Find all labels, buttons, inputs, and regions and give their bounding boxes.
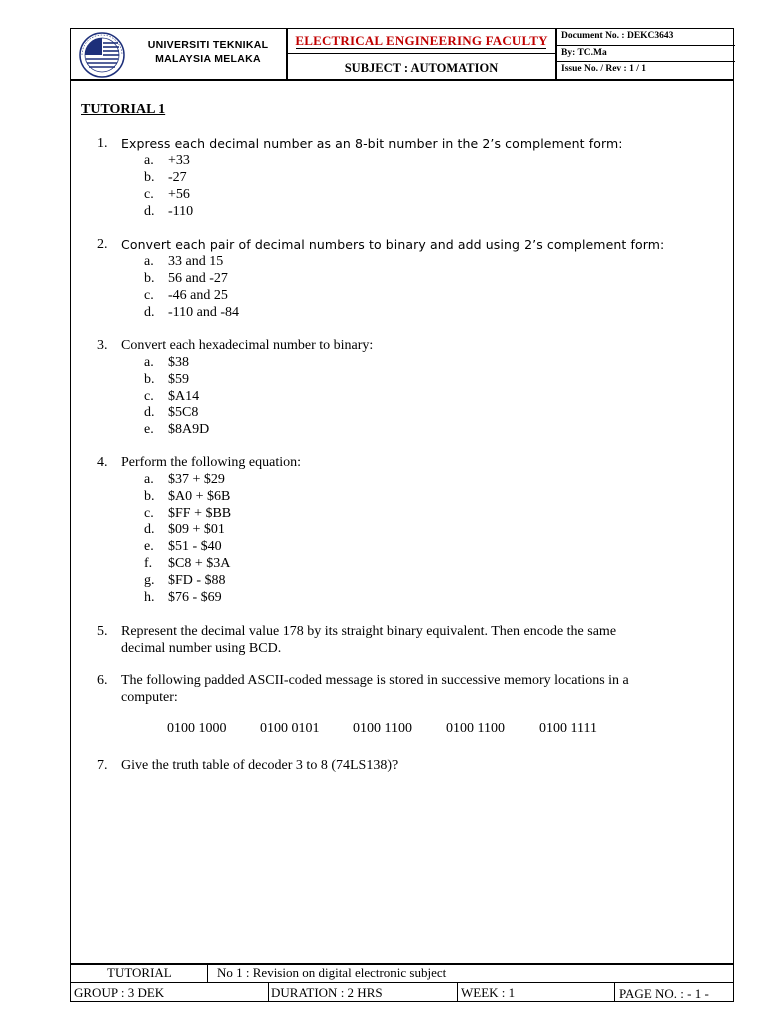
question-number: 2.	[97, 237, 108, 252]
option-letter: e.	[144, 422, 154, 437]
question-text: Convert each hexadecimal number to binary:	[121, 338, 374, 353]
question-text-line-1: The following padded ASCII-coded message is stored in successive memory locations in a	[121, 673, 629, 688]
option-value: $5C8	[168, 405, 199, 420]
footer-middle-line	[70, 982, 734, 983]
option-value: $FF + $BB	[168, 506, 232, 521]
question-text: Convert each pair of decimal numbers to binary and add using 2’s complement form:	[121, 237, 665, 252]
question-number: 5.	[97, 624, 108, 639]
option-letter: b.	[144, 372, 155, 387]
faculty-title: ELECTRICAL ENGINEERING FACULTY	[295, 33, 548, 48]
university-name	[138, 38, 278, 66]
question-text-line-2: computer:	[121, 690, 178, 705]
header-meta-line-2	[555, 61, 735, 62]
question-text-line-1: Represent the decimal value 178 by its straight binary equivalent. Then encode the same	[121, 624, 617, 639]
option-value: -46 and 25	[168, 288, 228, 303]
option-value: $FD - $88	[168, 573, 226, 588]
footer-page-number: PAGE NO. : - 1 -	[619, 986, 709, 1001]
option-value: $09 + $01	[168, 522, 225, 537]
footer-duration: DURATION : 2 HRS	[271, 985, 383, 1000]
option-value: $51 - $40	[168, 539, 222, 554]
question-text: Express each decimal number as an 8-bit number in the 2’s complement form:	[121, 136, 623, 151]
option-value: $37 + $29	[168, 472, 225, 487]
tutorial-title: TUTORIAL 1	[81, 102, 166, 117]
header-faculty-line	[286, 53, 556, 54]
issue-number: Issue No. / Rev : 1 / 1	[561, 64, 646, 74]
option-letter: c.	[144, 506, 154, 521]
question-number: 3.	[97, 338, 108, 353]
option-letter: f.	[144, 556, 153, 571]
header-divider-2	[555, 28, 557, 80]
option-letter: c.	[144, 187, 154, 202]
option-value: $59	[168, 372, 189, 387]
option-letter: h.	[144, 590, 155, 605]
option-value: -110	[168, 204, 194, 219]
footer-group: GROUP : 3 DEK	[74, 985, 165, 1000]
question-text: Perform the following equation:	[121, 455, 302, 470]
university-logo-icon	[72, 31, 132, 79]
option-letter: b.	[144, 489, 155, 504]
option-letter: a.	[144, 472, 154, 487]
subject-title: SUBJECT : AUTOMATION	[344, 61, 499, 75]
option-letter: c.	[144, 288, 154, 303]
author: By: TC.Ma	[561, 48, 607, 58]
option-value: $C8 + $3A	[168, 556, 231, 571]
footer-divider-duration	[268, 982, 269, 1002]
question-text: Give the truth table of decoder 3 to 8 (74LS138)?	[121, 758, 399, 773]
option-letter: d.	[144, 204, 155, 219]
ascii-byte: 0100 1111	[539, 721, 597, 736]
university-line-1: UNIVERSITI TEKNIKAL	[147, 39, 269, 51]
option-value: $76 - $69	[168, 590, 222, 605]
option-letter: d.	[144, 305, 155, 320]
footer-divider-week	[457, 982, 458, 1002]
footer-type: TUTORIAL	[107, 965, 172, 980]
ascii-byte: 0100 0101	[260, 721, 320, 736]
question-number: 7.	[97, 758, 108, 773]
option-letter: b.	[144, 271, 155, 286]
option-letter: a.	[144, 355, 154, 370]
ascii-byte: 0100 1100	[446, 721, 505, 736]
option-value: $8A9D	[168, 422, 210, 437]
footer-divider-desc	[207, 963, 208, 982]
option-value: $A14	[168, 389, 200, 404]
option-value: 56 and -27	[168, 271, 228, 286]
option-letter: c.	[144, 389, 154, 404]
option-value: 33 and 15	[168, 254, 224, 269]
question-number: 4.	[97, 455, 108, 470]
option-value: $38	[168, 355, 189, 370]
ascii-byte: 0100 1100	[353, 721, 412, 736]
option-letter: a.	[144, 153, 154, 168]
university-line-2: MALAYSIA MELAKA	[155, 53, 261, 65]
ascii-byte: 0100 1000	[167, 721, 227, 736]
option-letter: b.	[144, 170, 155, 185]
option-value: -110 and -84	[168, 305, 240, 320]
option-value: +56	[168, 187, 190, 202]
option-letter: a.	[144, 254, 154, 269]
question-text-line-2: decimal number using BCD.	[121, 641, 282, 656]
question-number: 6.	[97, 673, 108, 688]
footer-week: WEEK : 1	[461, 985, 516, 1000]
option-letter: d.	[144, 405, 155, 420]
faculty-underline	[296, 48, 546, 49]
document-number: Document No. : DEKC3643	[561, 31, 674, 41]
header-meta-line-1	[555, 45, 735, 46]
option-letter: e.	[144, 539, 154, 554]
option-value: -27	[168, 170, 187, 185]
footer-description: No 1 : Revision on digital electronic subject	[217, 965, 447, 980]
footer-divider-page	[614, 982, 615, 1002]
question-number: 1.	[97, 136, 108, 151]
option-value: +33	[168, 153, 190, 168]
option-value: $A0 + $6B	[168, 489, 231, 504]
header-divider-1	[286, 28, 288, 80]
header-bottom-line	[70, 79, 734, 81]
option-letter: g.	[144, 573, 155, 588]
option-letter: d.	[144, 522, 155, 537]
